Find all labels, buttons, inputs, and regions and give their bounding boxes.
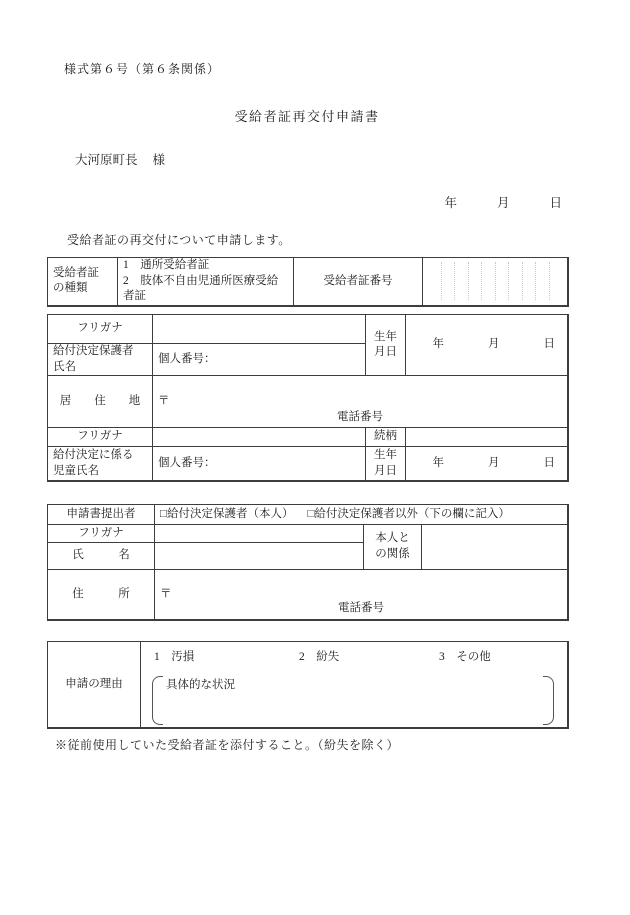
form-number: 様式第６号（第６条関係）	[64, 62, 221, 76]
bracket-left	[152, 676, 163, 725]
digit-cell[interactable]	[536, 262, 550, 300]
residence-label: 居 住 地	[48, 376, 153, 428]
child-birthdate-field[interactable]: 年 月 日	[406, 447, 568, 481]
certificate-type-options	[118, 258, 294, 306]
digit-cell[interactable]	[550, 262, 563, 300]
applicant-name-input[interactable]	[155, 543, 364, 570]
guardian-birthdate-label: 生年 月日	[366, 315, 406, 376]
relation-label: 続柄	[366, 428, 406, 447]
reason-option-2[interactable]: 2 紛失	[299, 651, 340, 664]
digit-cell[interactable]	[523, 262, 537, 300]
digit-cell[interactable]	[442, 262, 456, 300]
applicant-furigana-label: フリガナ	[48, 525, 155, 543]
residence-input[interactable]	[153, 376, 568, 428]
applicant-address-input[interactable]	[155, 570, 568, 620]
digit-cell[interactable]	[455, 262, 469, 300]
certificate-type-label: 受給者証 の種類	[48, 258, 118, 306]
applicant-address-label: 住 所	[48, 570, 155, 620]
certificate-number-cell[interactable]	[423, 258, 568, 306]
applicant-postal-mark: 〒	[160, 587, 172, 600]
child-furigana-input[interactable]	[153, 428, 366, 447]
submitter-label: 申請書提出者	[48, 505, 155, 525]
bracket-right	[543, 676, 554, 725]
digit-cell[interactable]	[496, 262, 510, 300]
applicant-name-label: 氏 名	[48, 543, 155, 570]
child-name-input[interactable]	[153, 447, 366, 481]
reason-table	[47, 641, 569, 729]
reason-option-3[interactable]: 3 その他	[439, 651, 491, 664]
applicant-relation-input[interactable]	[422, 525, 568, 570]
personal-number-label: 個人番号：	[158, 352, 216, 365]
applicant-phone-label: 電話番号	[338, 602, 384, 615]
applicant-furigana-input[interactable]	[155, 525, 364, 543]
footnote: ※従前使用していた受給者証を添付すること。（紛失を除く）	[55, 738, 400, 752]
certificate-type-table	[47, 257, 569, 307]
certificate-option-1[interactable]: 1 通所受給者証	[123, 259, 210, 271]
applicant-relation-label: 本人と の関係	[364, 525, 422, 570]
certificate-number-input[interactable]	[428, 262, 562, 300]
applicant-table	[47, 504, 569, 621]
checkbox-other[interactable]: □給付決定保護者以外（下の欄に記入）	[307, 507, 510, 520]
guardian-furigana-input[interactable]	[153, 315, 366, 344]
certificate-option-2[interactable]: 2 肢体不自由児通所医療受給者証	[123, 274, 279, 303]
reason-detail-label: 具体的な状況	[166, 678, 235, 691]
date-field[interactable]: 年 月 日	[444, 196, 567, 210]
certificate-number-label: 受給者証番号	[294, 258, 423, 306]
postal-mark: 〒	[158, 394, 170, 407]
reason-detail-input[interactable]	[152, 676, 554, 726]
digit-cell[interactable]	[469, 262, 483, 300]
guardian-name-input[interactable]	[153, 344, 366, 376]
page-title: 受給者証再交付申請書	[234, 109, 380, 124]
child-personal-number-label: 個人番号：	[158, 456, 216, 469]
guardian-table	[47, 314, 569, 482]
guardian-name-label: 給付決定保護者 氏名	[48, 344, 153, 376]
child-birthdate-label: 生年 月日	[366, 447, 406, 481]
addressee-line	[75, 150, 165, 168]
guardian-furigana-label: フリガナ	[48, 315, 153, 344]
checkbox-self[interactable]: □給付決定保護者（本人）	[160, 507, 294, 520]
relation-input[interactable]	[406, 428, 568, 447]
digit-cell[interactable]	[428, 262, 442, 300]
phone-label: 電話番号	[337, 410, 383, 423]
digit-cell[interactable]	[482, 262, 496, 300]
guardian-birthdate-field[interactable]: 年 月 日	[406, 315, 568, 376]
addressee: 大河原町長	[75, 153, 138, 167]
child-furigana-label: フリガナ	[48, 428, 153, 447]
submitter-options	[155, 505, 568, 525]
reason-option-1[interactable]: 1 汚損	[154, 651, 195, 664]
intro-text: 受給者証の再交付について申請します。	[67, 233, 291, 247]
honorific: 様	[152, 153, 166, 167]
child-name-label: 給付決定に係る 児童氏名	[48, 447, 153, 481]
reason-label: 申請の理由	[48, 642, 141, 728]
reason-content	[141, 642, 568, 728]
digit-cell[interactable]	[509, 262, 523, 300]
